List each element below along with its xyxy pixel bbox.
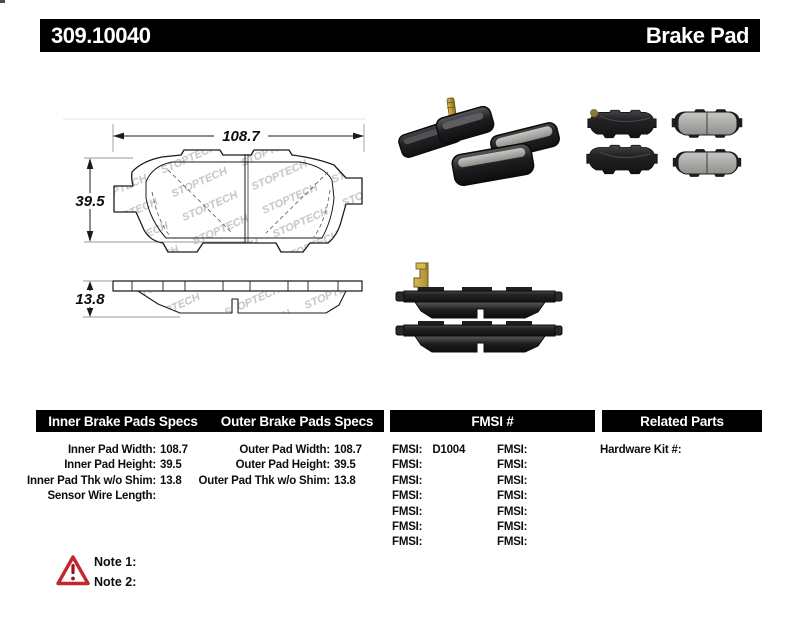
fmsi-row [497, 520, 534, 535]
fmsi-row [392, 535, 465, 550]
spec-label: Inner Pad Height: [64, 459, 156, 472]
spec-value: 13.8 [160, 474, 182, 487]
table-header-specs [36, 410, 384, 432]
photo-pad-set-front-back [587, 109, 743, 177]
spec-label: Inner Pad Width: [67, 444, 156, 456]
fmsi-row [392, 505, 465, 520]
fmsi-row [497, 458, 534, 473]
front-view-drawing [63, 119, 366, 252]
inner-specs-column [0, 443, 200, 505]
table-header-inner-specs: Inner Brake Pads Specs [48, 413, 198, 429]
fmsi-row [497, 489, 534, 504]
warning-triangle-icon [58, 557, 88, 584]
fmsi-label: FMSI: [392, 444, 423, 456]
outer-pad-width-row [174, 443, 374, 458]
fmsi-value: D1004 [432, 444, 466, 456]
scan-artifact [0, 0, 5, 3]
spec-label: Outer Pad Width: [239, 444, 330, 456]
fmsi-label: FMSI: [392, 490, 423, 503]
outer-pad-thk-row [174, 474, 374, 489]
sensor-wire-length-row [0, 489, 200, 504]
fmsi-label: FMSI: [392, 536, 423, 549]
side-view-drawing [75, 281, 362, 317]
table-header-fmsi-label: FMSI # [471, 413, 514, 429]
fmsi-label: FMSI: [497, 444, 528, 456]
note-1-label: Note 1: [94, 555, 137, 569]
table-header-fmsi [390, 410, 595, 432]
photo-pad-set-angled [397, 98, 561, 187]
table-header-related-label: Related Parts [640, 413, 724, 429]
fmsi-row [392, 520, 465, 535]
fmsi-label: FMSI: [392, 474, 423, 487]
hardware-kit-row [600, 443, 688, 458]
fmsi-row [497, 474, 534, 489]
fmsi-label: FMSI: [497, 505, 528, 518]
inner-pad-width-row [0, 443, 200, 458]
fmsi-label: FMSI: [497, 520, 528, 533]
fmsi-label: FMSI: [392, 505, 423, 518]
fmsi-row [497, 505, 534, 520]
fmsi-label: FMSI: [392, 459, 423, 472]
fmsi-label: FMSI: [497, 459, 528, 472]
spec-label: Inner Pad Thk w/o Shim: [27, 474, 156, 487]
spec-value: 108.7 [160, 444, 188, 456]
fmsi-column-2 [497, 443, 534, 551]
title-bar [40, 19, 760, 52]
fmsi-row [497, 535, 534, 550]
note-1 [94, 553, 136, 573]
front-width-dim-label: 108.7 [222, 128, 260, 145]
product-name: Brake Pad [645, 22, 749, 48]
spec-value: 108.7 [334, 444, 362, 456]
table-header-related-parts [602, 410, 762, 432]
spec-value: 39.5 [160, 459, 182, 472]
note-2-label: Note 2: [94, 574, 137, 589]
outer-pad-height-row [174, 458, 374, 473]
fmsi-row [497, 443, 534, 458]
front-width-dimension [113, 124, 364, 152]
fmsi-label: FMSI: [497, 474, 528, 487]
fmsi-row [392, 458, 465, 473]
spec-label: Outer Pad Thk w/o Shim: [198, 474, 330, 487]
notes-block [94, 553, 136, 592]
spec-label: Sensor Wire Length: [47, 490, 156, 503]
inner-pad-thk-row [0, 474, 200, 489]
fmsi-label: FMSI: [497, 536, 528, 549]
related-part-label: Hardware Kit #: [600, 444, 682, 456]
outer-specs-column [174, 443, 374, 489]
fmsi-label: FMSI: [392, 520, 423, 533]
part-number: 309.10040 [51, 22, 151, 48]
fmsi-row [392, 443, 465, 458]
spec-value: 13.8 [334, 474, 356, 487]
front-height-dim-label: 39.5 [75, 193, 105, 210]
side-thickness-dim-label: 13.8 [75, 291, 105, 308]
related-parts-column [600, 443, 688, 458]
fmsi-label: FMSI: [497, 490, 528, 503]
fmsi-row [392, 489, 465, 504]
fmsi-row [392, 474, 465, 489]
photo-pad-set-edge [396, 263, 562, 352]
fmsi-column-1 [392, 443, 465, 551]
spec-value: 39.5 [334, 459, 356, 472]
inner-pad-height-row [0, 458, 200, 473]
note-2 [94, 573, 136, 593]
table-header-outer-specs: Outer Brake Pads Specs [220, 413, 374, 429]
spec-label: Outer Pad Height: [235, 459, 330, 472]
